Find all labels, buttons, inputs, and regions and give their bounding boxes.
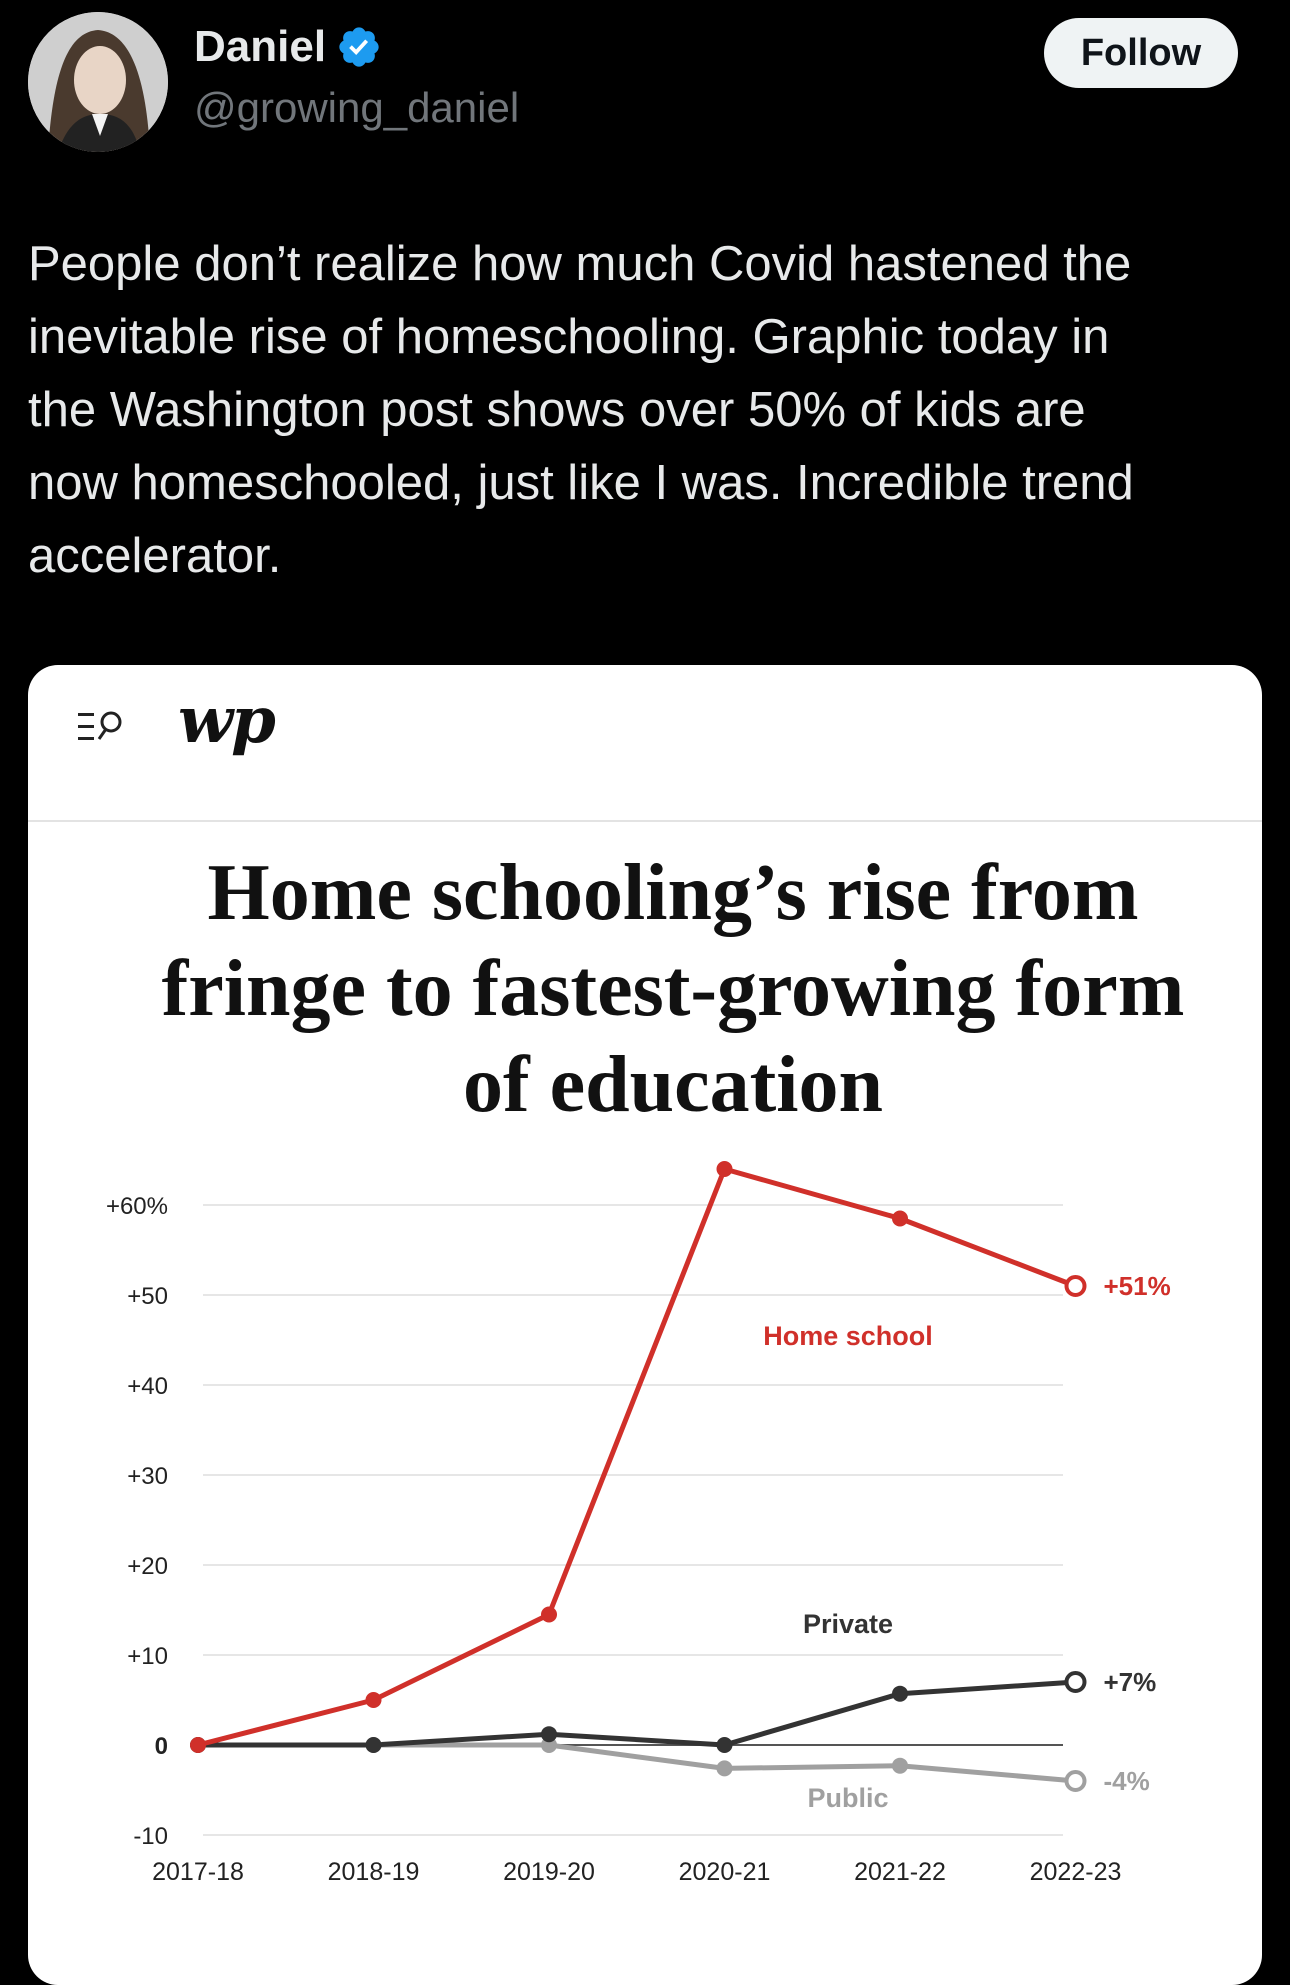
x-tick-label: 2020-21 [678, 1858, 771, 1886]
data-point [541, 1726, 557, 1742]
series-label: Private [802, 1609, 894, 1639]
tweet-text: People don’t realize how much Covid hastened the inevitable rise of homeschooling. Graphic today in the Washington post shows over 50% of kids are now homeschooled, just like I was. Incredible trend accelerator. [28, 237, 1134, 583]
y-tick-label: +10 [127, 1643, 168, 1670]
series-line [198, 1745, 1076, 1781]
series-label: Public [807, 1783, 889, 1813]
display-name-text: Daniel [194, 22, 327, 71]
x-tick-label: 2018-19 [327, 1858, 420, 1886]
end-value-label: -4% [1103, 1766, 1150, 1796]
follow-button[interactable]: Follow [1044, 18, 1238, 88]
data-point [717, 1760, 733, 1776]
data-point [1067, 1673, 1085, 1691]
washington-post-logo: wp [178, 683, 274, 758]
data-point [892, 1211, 908, 1227]
chart-title-line: fringe to fastest-growing form [161, 945, 1185, 1033]
data-point [366, 1692, 382, 1708]
line-chart [28, 665, 1262, 1985]
x-tick-label: 2021-22 [854, 1858, 946, 1886]
y-tick-label: +60% [105, 1193, 168, 1220]
y-tick-label: +50 [127, 1283, 168, 1310]
attached-image-card[interactable] [28, 665, 1262, 1985]
chart-title-line: Home schooling’s rise from [207, 849, 1139, 937]
chart-title-line: of education [463, 1041, 883, 1129]
data-point [1067, 1772, 1085, 1790]
y-tick-label: +30 [127, 1463, 168, 1490]
end-value-label: +7% [1103, 1667, 1157, 1697]
x-tick-label: 2017-18 [152, 1858, 244, 1886]
data-point [541, 1607, 557, 1623]
series-line [198, 1169, 1076, 1745]
data-point [1067, 1277, 1085, 1295]
avatar-photo [28, 12, 168, 152]
data-point [717, 1737, 733, 1753]
series-label: Home school [763, 1321, 933, 1351]
end-value-label: +51% [1103, 1271, 1171, 1301]
data-point [366, 1737, 382, 1753]
x-tick-label: 2022-23 [1029, 1858, 1122, 1886]
verified-badge-icon [336, 24, 382, 70]
display-name[interactable] [194, 22, 382, 72]
y-tick-label: 0 [154, 1733, 168, 1760]
y-tick-label: +40 [127, 1373, 168, 1400]
data-point [717, 1161, 733, 1177]
data-point [190, 1737, 206, 1753]
y-tick-label: -10 [133, 1823, 168, 1850]
x-tick-label: 2019-20 [503, 1858, 595, 1886]
data-point [892, 1758, 908, 1774]
data-point [892, 1686, 908, 1702]
avatar[interactable] [28, 12, 168, 152]
y-tick-label: +20 [127, 1553, 168, 1580]
user-handle[interactable]: @growing_daniel [194, 84, 520, 131]
